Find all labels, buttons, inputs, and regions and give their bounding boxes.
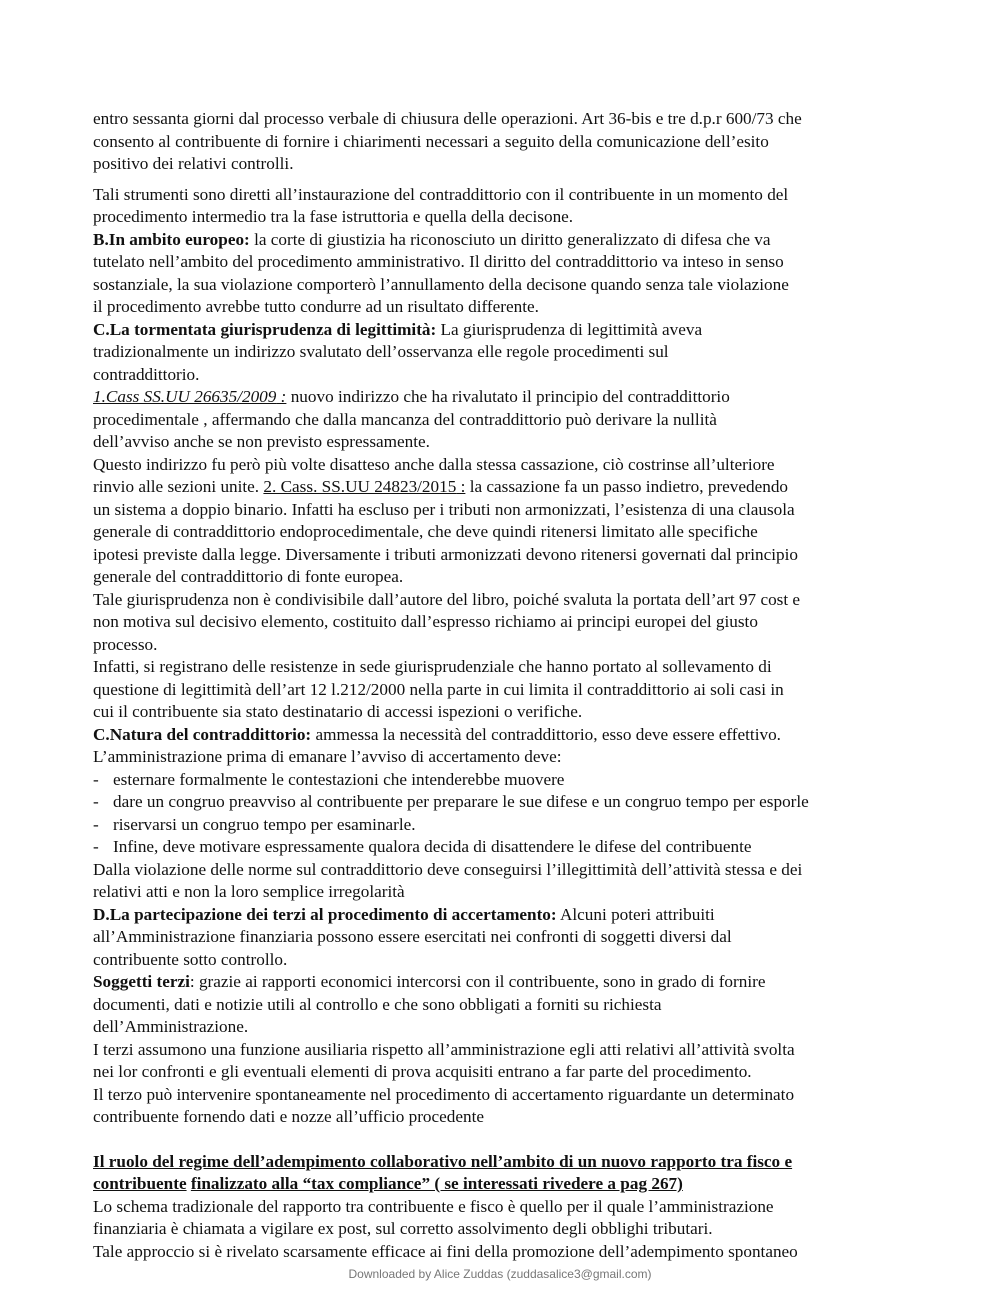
paragraph-intro: entro sessanta giorni dal processo verbale di chiusura delle operazioni. Art 36-bis e tre d.p.r 600/73 che consento al contribuente di fornire i chiarimenti necessari a seguito della comunicazione dell’esito positivo dei relativi controlli. [93,109,802,173]
paragraph-terzo-intervento: Il terzo può intervenire spontaneamente nel procedimento di accertamento riguardante un determinato contribuente fornendo dati e nozze all’ufficio procedente [93,1084,795,1126]
section-c-natura-heading: C.Natura del contraddittorio: [93,724,312,744]
paragraph-strumenti: Tali strumenti sono diretti all’instaurazione del contraddittorio con il contribuente in un momento del procedimento intermedio tra la fase istruttoria e quella della decisone. [93,184,789,226]
list-item: - esternare formalmente le contestazioni che intenderebbe muovere [93,769,923,792]
cass-2015-ref: 2. Cass. SS.UU 24823/2015 [263,477,457,496]
obligations-list [93,769,923,859]
soggetti-terzi-heading: Soggetti terzi [93,972,190,991]
section-b-heading: B.In ambito europeo: [93,229,250,249]
paragraph-schema: Lo schema tradizionale del rapporto tra contribuente e fisco è quello per il quale l’amministrazione finanziaria è chiamata a vigilare ex post, sul corretto assolvimento degli obblighi tributari. Tale approccio si è rivelato scarsamente efficace ai fini della promozione dell’adempimento spontaneo [93,1196,798,1261]
cass-2009-ref: 1.Cass SS.UU 26635/2009 [93,387,277,406]
document-page [93,108,923,1263]
paragraph-funzione-ausiliaria: I terzi assumono una funzione ausiliaria rispetto all’amministrazione egli atti relativi all’attività svolta nei lor confronti e gli eventuali elementi di prova acquisiti entrano a far parte del procedimento. [93,1039,795,1081]
section-heading-adempimento: Il ruolo del regime dell’adempimento collaborativo nell’ambito di un nuovo rapporto tra fisco e contribuente finalizzato alla “tax compliance” ( se interessati rivedere a pag 267) [93,1151,793,1193]
paragraph-cass-2009: 1.Cass SS.UU 26635/2009 : nuovo indirizzo che ha rivalutato il principio del contraddittorio procedimentale , affermando che dalla mancanza del contraddittorio può derivare la nullità dell’avviso anche se non previsto espressamente. [93,387,730,451]
download-footer: Downloaded by Alice Zuddas (zuddasalice3@gmail.com) [348,1267,652,1281]
list-item: - Infine, deve motivare espressamente qualora decida di disattendere le difese del contribuente [93,836,923,859]
list-item: - riservarsi un congruo tempo per esaminarle. [93,814,923,837]
section-b-ambito-europeo: B.In ambito europeo: la corte di giustizia ha riconosciuto un diritto generalizzato di difesa che va tutelato nell’ambito del procedimento amministrativo. Il diritto del contraddittorio va inteso in senso sostanziale, la sua violazione comporterò l’annullamento della decisone quando senza tale violazione il procedimento avrebbe tutto condurre ad un risultato differente. [93,229,789,316]
paragraph-resistenze: Infatti, si registrano delle resistenze in sede giurisprudenziale che hanno portato al sollevamento di questione di legittimità dell’art 12 l.212/2000 nella parte in cui limita il contraddittorio ai soli casi in cui il contribuente sia stato destinatario di accessi ispezioni o verifiche. [93,657,784,721]
section-c-giurisprudenza: C.La tormentata giurisprudenza di legittimità: La giurisprudenza di legittimità aveva tradizionalmente un indirizzo svalutato dell’osservanza elle regole procedimenti sul contraddittorio. [93,319,703,384]
section-c-natura: C.Natura del contraddittorio: ammessa la necessità del contraddittorio, esso deve essere effettivo. L’amministrazione prima di emanare l’avviso di accertamento deve: [93,724,781,766]
paragraph-violazione: Dalla violazione delle norme sul contraddittorio deve conseguirsi l’illegittimità dell’attività stessa e dei relativi atti e non la loro semplice irregolarità [93,859,803,901]
paragraph-giurisprudenza-critica: Tale giurisprudenza non è condivisibile dall’autore del libro, poiché svaluta la portata dell’art 97 cost e non motiva sul decisivo elemento, costituito dall’espresso richiamo ai principi europei del giusto processo. [93,589,801,654]
list-item: - dare un congruo preavviso al contribuente per preparare le sue difese e un congruo tempo per esporle [93,791,923,814]
paragraph-soggetti-terzi: Soggetti terzi: grazie ai rapporti economici intercorsi con il contribuente, sono in grado di fornire documenti, dati e notizie utili al controllo e che sono obbligati a forniti su richiesta dell’Amministrazione. [93,972,766,1036]
section-d-terzi: D.La partecipazione dei terzi al procedimento di accertamento: Alcuni poteri attribuiti all’Amministrazione finanziaria possono essere esercitati nei confronti di soggetti diversi dal contribuente sotto controllo. [93,904,732,969]
paragraph-cass-2015: Questo indirizzo fu però più volte disatteso anche dalla stessa cassazione, ciò costrinse all’ulteriore rinvio alle sezioni unite. 2. Cass. SS.UU 24823/2015 : la cassazione fa un passo indietro, prevedendo un sistema a doppio binario. Infatti ha escluso per i tributi non armonizzati, l’esistenza di una clausola generale di contraddittorio endoprocedimentale, che deve quindi ritenersi limitato alle specifiche ipotesi previste dalla legge. Diversamente i tributi armonizzati devono ritenersi governati dal principio generale del contraddittorio di fonte europea. [93,454,798,586]
section-c-heading: C.La tormentata giurisprudenza di legittimità: [93,319,437,339]
section-d-heading: D.La partecipazione dei terzi al procedimento di accertamento: [93,904,557,924]
